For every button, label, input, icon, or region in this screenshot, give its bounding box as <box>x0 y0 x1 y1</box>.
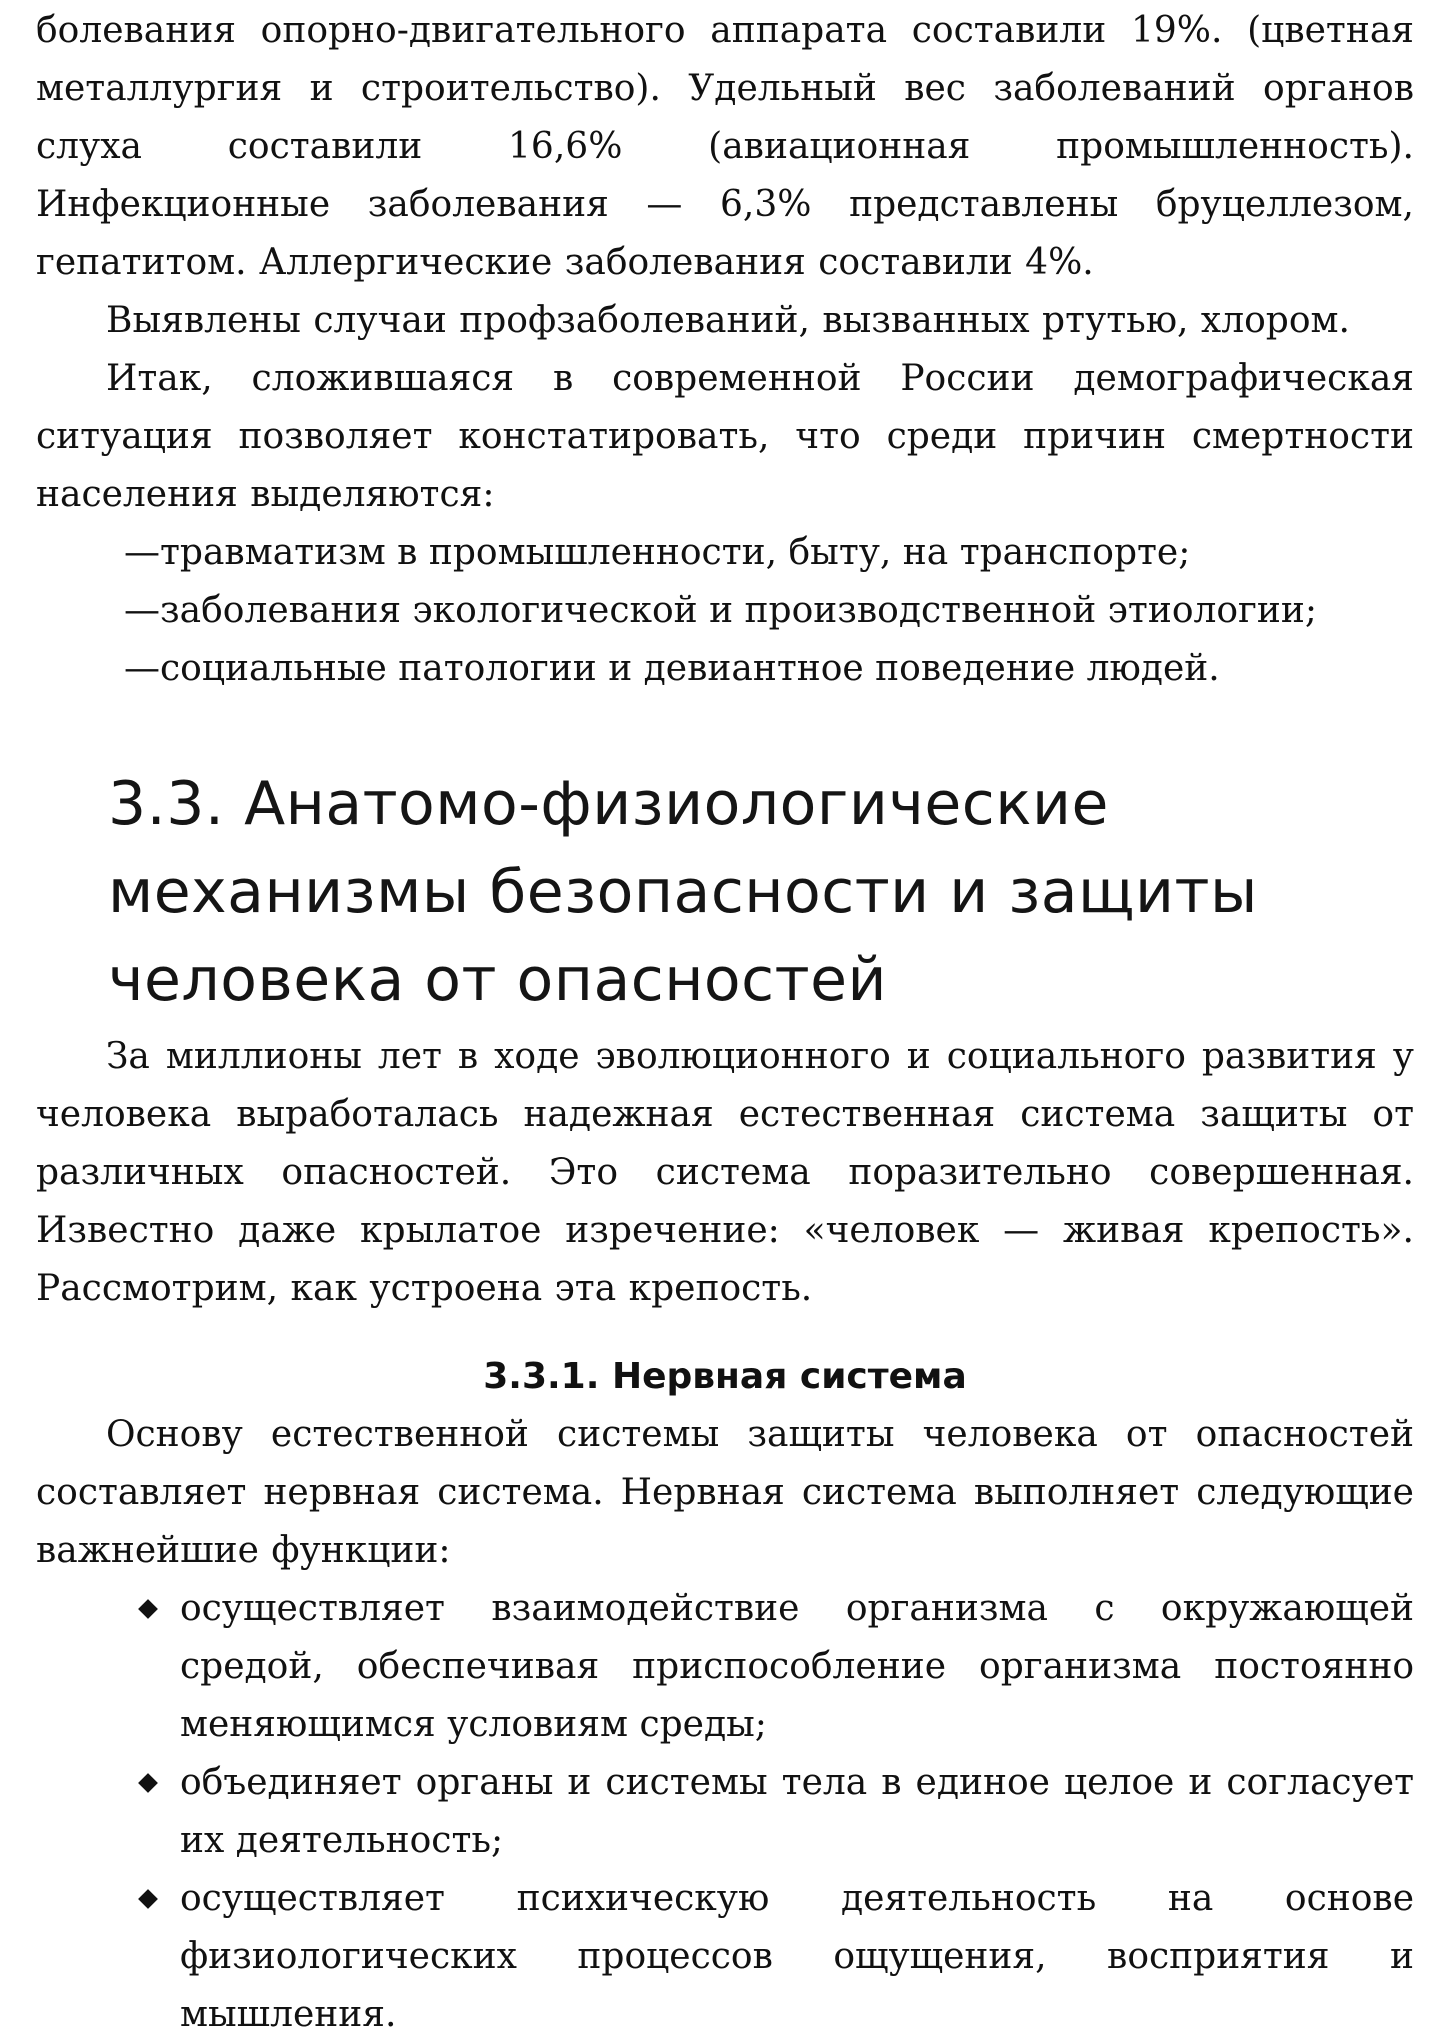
list-item: —травматизм в промышленности, быту, на транспорте; <box>124 532 1191 573</box>
diamond-bullet-icon <box>138 1773 158 1793</box>
diamond-bullet-icon <box>138 1889 158 1909</box>
list-item-text: осуществляет взаимодействие организма с окружающей средой, обеспечивая приспособление организма постоянно меняющимся условиям среды; <box>180 1588 1414 1745</box>
section-heading <box>108 760 1414 1024</box>
paragraph-mercury-chlorine: Выявлены случаи профзаболеваний, вызванных ртутью, хлором. <box>106 300 1350 341</box>
list-item <box>36 1754 1414 1870</box>
paragraph-nervous-system-intro: Основу естественной системы защиты человека от опасностей составляет нервная система. Нервная система выполняет следующие важнейшие функции: <box>36 1414 1414 1571</box>
paragraph-section-intro: За миллионы лет в ходе эволюционного и социального развития у человека выработалась надежная естественная система защиты от различных опасностей. Это система поразительно совершенная. Известно даже крылатое изречение: «человек — живая крепость». Рассмотрим, как устроена эта крепость. <box>36 1036 1414 1309</box>
list-item <box>36 1580 1414 1754</box>
diamond-bullet-icon <box>138 1599 158 1619</box>
paragraph-mortality-causes: Итак, сложившаяся в современной России демографическая ситуация позволяет констатировать, что среди причин смертности населения выделяются: <box>36 358 1414 515</box>
section-heading-line: человека от опасностей <box>108 945 887 1015</box>
nervous-system-functions-list <box>36 1580 1414 2044</box>
list-item-text: объединяет органы и системы тела в единое целое и согласует их деятельность; <box>180 1762 1414 1861</box>
list-item-text: осуществляет психическую деятельность на основе физиологических процессов ощущения, восприятия и мышления. <box>180 1878 1414 2035</box>
subsection-heading: 3.3.1. Нервная система <box>483 1356 967 1397</box>
section-heading-line: механизмы безопасности и защиты <box>108 857 1258 927</box>
list-item <box>36 1870 1414 2044</box>
list-item: —заболевания экологической и производственной этиологии; <box>124 590 1318 631</box>
document-page <box>36 0 1414 2035</box>
mortality-causes-list <box>36 524 1414 698</box>
list-item: —социальные патологии и девиантное поведение людей. <box>124 648 1220 689</box>
section-heading-line: 3.3. Анатомо-физиологические <box>108 769 1109 839</box>
paragraph-occupational-diseases: болевания опорно-двигательного аппарата составили 19%. (цветная металлургия и строительство). Удельный вес заболеваний органов слуха составили 16,6% (авиационная промышленность). Инфекционные заболевания — 6,3% представлены бруцеллезом, гепатитом. Аллергические заболевания составили 4%. <box>36 10 1414 283</box>
